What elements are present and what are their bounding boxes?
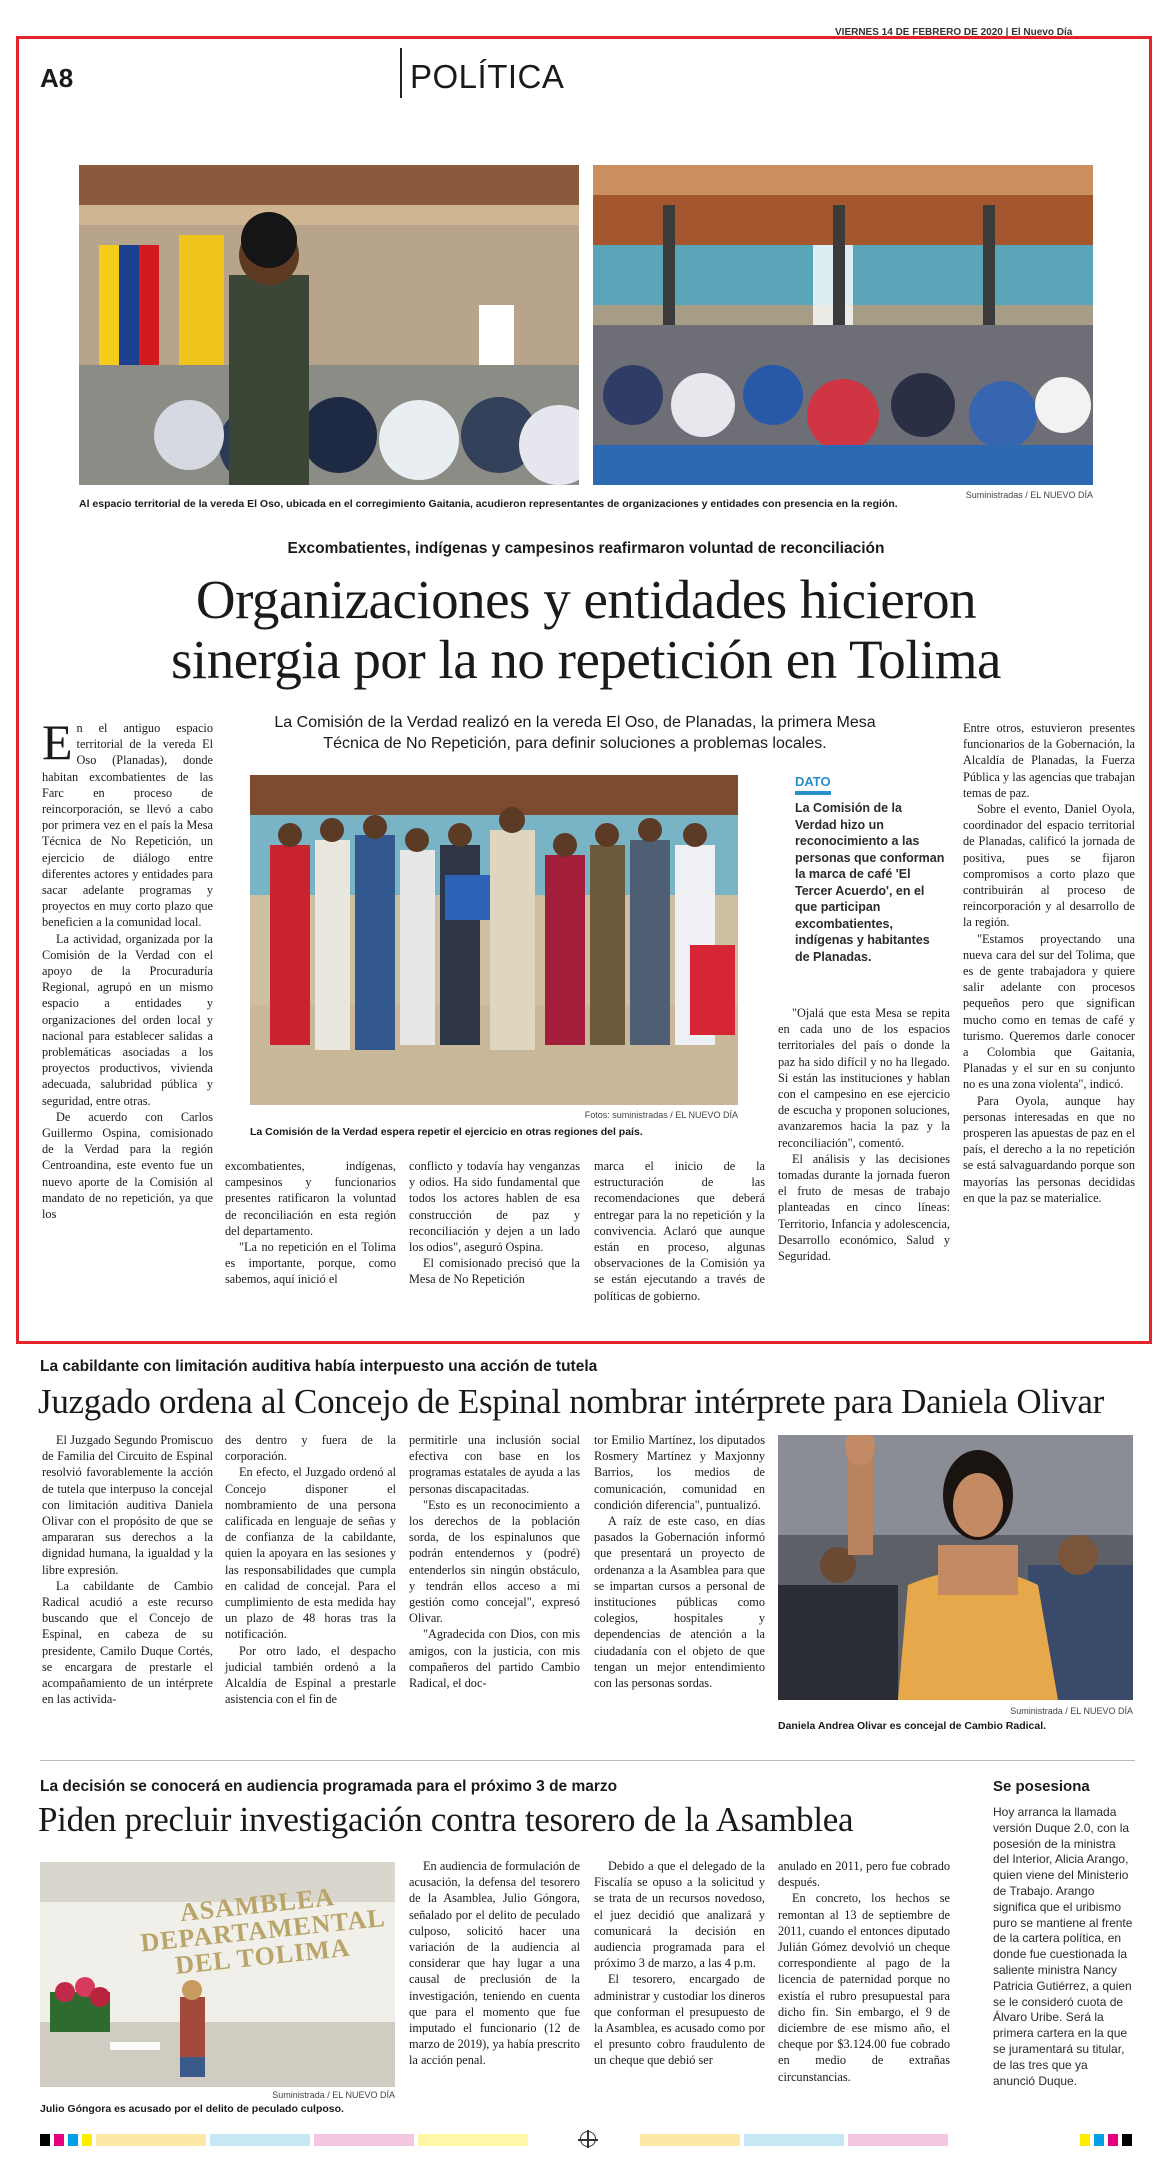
story2-headline: Juzgado ordena al Concejo de Espinal nombrar intérprete para Daniela Olivar	[38, 1382, 1104, 1421]
story1-col2: excombatientes, indígenas, campesinos y funcionarios presentes ratificaron la voluntad de reconciliación en esta región del departamento. "La no repetición en el Tolima es importante, porque, como sabemos, aquí inició el	[225, 1159, 396, 1287]
story1-photo-caption: Al espacio territorial de la vereda El Oso, ubicada en el corregimiento Gaitania, acudieron representantes de organizaciones y entidades con presencia en la región.	[79, 498, 898, 510]
photo-group	[250, 775, 738, 1105]
story1-headline-line2: sinergia por la no repetición en Tolima	[171, 629, 1001, 690]
sidebar-text: Hoy arranca la llamada versión Duque 2.0, con la posesión de la ministra del Interior, Alicia Arango, quien viene del Ministerio de Trabajo. Arango significa que el uribismo puro se mantiene al frente de la cartera política, en donde fue cuestionada la saliente ministra Nancy Patricia Gutiérrez, a quien se le consideró cuota de Álvaro Uribe. Será la primera cartera en la que se juramentará su titular, de las tres que ya anunció Duque.	[993, 1805, 1133, 2088]
photo-speaker	[79, 165, 579, 485]
asamblea-sign-text: ASAMBLEA DEPARTAMENTAL DEL TOLIMA	[139, 1882, 387, 1980]
story3-photo-credit: Suministrada / EL NUEVO DÍA	[272, 2090, 395, 2100]
story1-photo-credit: Suministradas / EL NUEVO DÍA	[965, 490, 1093, 500]
story1-headline	[40, 570, 1132, 690]
story1-col1: En el antiguo espacio territorial de la vereda El Oso (Planadas), donde habitan excombatientes de las Farc en proceso de reincorporación, se llevó a cabo por primera vez en el país la Mesa Técnica de No Repetición, un ejercicio de diálogo entre diferentes actores y entidades para sacar adelante programas y proyectos en muy corto plazo que beneficien a la comunidad local. La actividad, organizada por la Comisión de la Verdad con el apoyo de la Procuraduría Regional, agrupó en un mismo espacio a entidades y organizaciones del orden local y nacional para establecer salidas a problemáticas asociadas a los proyectos productivos, vivienda adecuada, salubridad pública y seguridad, entre otras. De acuerdo con Carlos Guillermo Ospina, comisionado de la Verdad para la región Centroandina, este evento fue un nuevo aporte de la Comisión al mandato de no repetición, ya que los	[42, 714, 213, 1222]
section-title: POLÍTICA	[410, 58, 565, 95]
story1-col3: conflicto y todavía hay venganzas y odios. Ha sido fundamental que todos los actores hablen de esa construcción de paz y reconciliación y dejen a un lado los odios", aseguró Ospina. El comisionado precisó que la Mesa de No Repetición	[409, 1159, 580, 1287]
story3-photo-caption: Julio Góngora es acusado por el delito de peculado culposo.	[40, 2103, 344, 2115]
photo-audience	[593, 165, 1093, 485]
story3-kicker: La decisión se conocerá en audiencia programada para el próximo 3 de marzo	[40, 1778, 618, 1795]
story3-headline: Piden precluir investigación contra tesorero de la Asamblea	[38, 1800, 854, 1839]
story3-col2: Debido a que el delegado de la Fiscalía se opuso a la solicitud y se trata de un recursos novedoso, el juez decidió que analizará y comunicará la decisión en audiencia programada para el próximo 3 de marzo, a las 4 p.m. El tesorero, encargado de administrar y custodiar los dineros que conforman el presupuesto de la Asamblea, es acusado como por el presunto cobro fraudulento de un cheque que debió ser	[594, 1859, 765, 2068]
story1-kicker: Excombatientes, indígenas y campesinos reafirmaron voluntad de reconciliación	[287, 540, 885, 557]
dato-rule	[795, 791, 831, 795]
top-date-strip: VIERNES 14 DE FEBRERO DE 2020 | El Nuevo Día	[835, 27, 1073, 38]
section-divider	[400, 48, 402, 98]
registration-bar	[40, 2134, 1135, 2146]
story-divider	[40, 1760, 1135, 1761]
story1-col6: Entre otros, estuvieron presentes funcionarios de la Gobernación, la Alcaldía de Planadas, la Fuerza Pública y las agencias que trabajan temas de paz. Sobre el evento, Daniel Oyola, coordinador del espacio territorial de Planadas, calificó la jornada de positiva, pues se fijaron compromisos a corto plazo que contribuirán al proceso de reincorporación y al desarrollo de la región. "Estamos proyectando una nueva cara del sur del Tolima, que es de gente trabajadora y quiere salir adelante con procesos pequeños pero que significan mucho como en temas de café y turismo. Queremos darle conocer a Colombia que Gaitania, Planadas y el sur en su conjunto no es una zona violenta", indicó. Para Oyola, aunque hay personas interesadas en que no prosperen las apuestas de paz en el país, el derecho a la no repetición se está salvaguardando porque son mayorías las personas decididas en que la paz se materialice.	[963, 721, 1135, 1205]
photo-asamblea	[40, 1862, 395, 2087]
story1-col5: "Ojalá que esta Mesa se repita en cada uno de los espacios territoriales del país o donde la paz ha sido difícil y no ha llegado. Si están las instituciones y hablan con el campesino en ese ejercicio de escucha y proponen soluciones, avanzaremos hacia la paz y la reconciliación", comentó. El análisis y las decisiones tomadas durante la jornada fueron el fruto de mesas de trabajo planteadas en cinco líneas: Territorio, Infancia y adolescencia, Desarrollo económico, Salud y Seguridad.	[778, 1006, 950, 1264]
dato-label: DATO	[795, 774, 831, 789]
story2-col3: permitirle una inclusión social efectiva con base en los programas estatales de ayuda a las personas discapacitadas. "Esto es un reconocimiento a los derechos de la población sorda, de los espinalunos que podrán entendernos y (podré) entenderlos sin ningún obstáculo, y tendrán ellos acceso a mi gestión como concejal", expresó Olivar. "Agradecida con Dios, con mis amigos, con la justicia, con mis compañeros del partido Cambio Radical, el doc-	[409, 1433, 580, 1691]
story3-col3: anulado en 2011, pero fue cobrado después. En concreto, los hechos se remontan al 13 de septiembre de 2011, cuando el entonces diputado Julián Gómez devolvió un cheque correspondiente al pago de la licencia de paternidad porque no existía el rubro presupuestal para dicho fin. Sin embargo, el 9 de diciembre de ese mismo año, el cheque por $3.124.00 fue cobrado en medio de extrañas circunstancias.	[778, 1859, 950, 2084]
story2-photo-credit: Suministrada / EL NUEVO DÍA	[1010, 1706, 1133, 1716]
story3-col1: En audiencia de formulación de acusación, la defensa del tesorero de la Asamblea, Julio Góngora, señalado por el delito de peculado culposo, solicitó hacer una variación de la audiencia al considerar que hay lugar a una causal de preclusión de la investigación, teniendo en cuenta que para el momento que fue imputado el funcionario (12 de marzo de 2019), ya había prescrito la acción penal.	[409, 1859, 580, 2068]
photo-olivar	[778, 1435, 1133, 1700]
story2-col4: tor Emilio Martínez, los diputados Rosmery Martínez y Maxjonny Barrios, los medios de comunicación, comunidad en condición diferencia", puntualizó. A raíz de este caso, en días pasados la Gobernación informó que presentará un proyecto de ordenanza a la Asamblea para que se impartan cursos a personal de instituciones públicas como colegios, hospitales y dependencias de atención a la ciudadanía con el objeto de que tengan un mejor entendimiento con las personas sordas.	[594, 1433, 765, 1691]
page-number: A8	[40, 63, 74, 93]
story2-kicker: La cabildante con limitación auditiva había interpuesto una acción de tutela	[40, 1358, 598, 1375]
story1-deck: La Comisión de la Verdad realizó en la vereda El Oso, de Planadas, la primera Mesa Técnica de No Repetición, para definir soluciones a problemas locales.	[274, 714, 876, 752]
dato-text: La Comisión de la Verdad hizo un reconocimiento a las personas que conforman la marca de café 'El Tercer Acuerdo', en el que participan excombatientes, indígenas y habitantes de Planadas.	[795, 801, 945, 964]
story1-col4: marca el inicio de la estructuración de las recomendaciones que deberá entregar para la no repetición y la convivencia. Aclaró que aunque están en proceso, algunas observaciones de la Comisión ya se están ejecutando a través de políticas de gobierno.	[594, 1159, 765, 1303]
group-photo-caption: La Comisión de la Verdad espera repetir el ejercicio en otras regiones del país.	[250, 1126, 643, 1138]
group-photo-credit: Fotos: suministradas / EL NUEVO DÍA	[584, 1110, 738, 1120]
dropcap: E	[42, 714, 73, 770]
story2-photo-caption: Daniela Andrea Olivar es concejal de Cambio Radical.	[778, 1720, 1047, 1732]
story2-col2: des dentro y fuera de la corporación. En efecto, el Juzgado ordenó al Concejo disponer el nombramiento de una persona calificada en lenguaje de señas y de confianza de la cabildante, quien la apoyara en las sesiones y las responsabilidades que cumpla en calidad de concejal. Para el cumplimiento de esta medida hay un plazo de 48 horas tras la notificación. Por otro lado, el despacho judicial también ordenó a la Alcaldía de Espinal a prestarle asistencia con el fin de	[225, 1433, 396, 1707]
story2-col1: El Juzgado Segundo Promiscuo de Familia del Circuito de Espinal resolvió favorablemente la acción de tutela que interpuso la concejal con limitación auditiva Daniela Olivar con el propósito de que se ampararan sus derechos a la dignidad humana, la igualdad y la libre expresión. La cabildante de Cambio Radical acudió a este recurso buscando que el Concejo de Espinal, en cabeza de su presidente, Camilo Duque Cortés, se encargara de prestarle el acompañamiento de un intérprete en las activida-	[42, 1433, 213, 1707]
story1-headline-line1: Organizaciones y entidades hicieron	[195, 569, 977, 630]
sidebar-title: Se posesiona	[993, 1778, 1090, 1795]
